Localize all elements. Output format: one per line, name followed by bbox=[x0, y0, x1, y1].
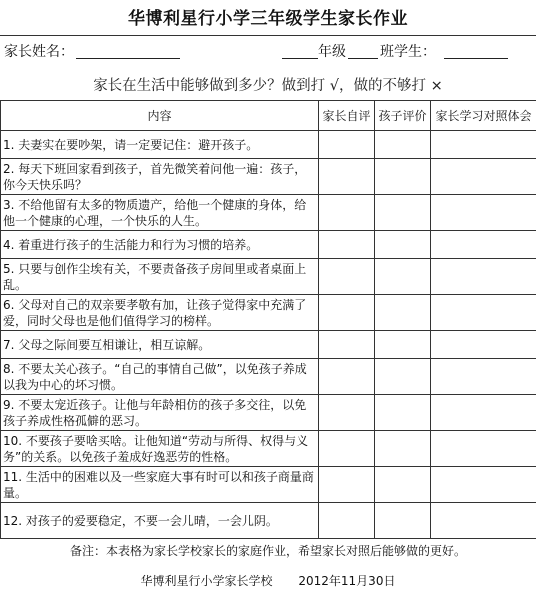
footer bbox=[0, 570, 536, 592]
row-text: 1. 夫妻实在要吵架，请一定要记住：避开孩子。 bbox=[1, 131, 319, 159]
parent-name-field[interactable] bbox=[76, 58, 180, 59]
child-eval-cell[interactable] bbox=[375, 295, 431, 331]
row-text: 3. 不给他留有太多的物质遗产，给他一个健康的身体，给他一个健康的心理，一个快乐的人生。 bbox=[1, 195, 319, 231]
title-divider bbox=[0, 35, 536, 36]
footer-date: 2012年11月30日 bbox=[298, 574, 396, 588]
self-eval-cell[interactable] bbox=[319, 195, 375, 231]
table-row bbox=[1, 159, 536, 195]
page-title: 华博利星行小学三年级学生家长作业 bbox=[128, 9, 408, 29]
self-eval-cell[interactable] bbox=[319, 503, 375, 539]
self-eval-cell[interactable] bbox=[319, 159, 375, 195]
row-text: 10. 不要孩子要啥买啥。让他知道“劳动与所得、权得与义务”的关系。以免孩子羞成好逸恶劳的性格。 bbox=[1, 431, 319, 467]
instructions: 家长在生活中能够做到多少？做到打 √，做的不够打 × bbox=[93, 78, 443, 94]
footer-school: 华博利星行小学家长学校 bbox=[140, 574, 273, 588]
child-eval-cell[interactable] bbox=[375, 503, 431, 539]
self-eval-cell[interactable] bbox=[319, 295, 375, 331]
child-eval-cell[interactable] bbox=[375, 359, 431, 395]
table-row bbox=[1, 467, 536, 503]
homework-table bbox=[0, 100, 536, 539]
reflection-cell[interactable] bbox=[431, 467, 536, 503]
row-text: 8. 不要太关心孩子。“自己的事情自己做”，以免孩子养成以我为中心的坏习惯。 bbox=[1, 359, 319, 395]
child-eval-cell[interactable] bbox=[375, 159, 431, 195]
child-eval-cell[interactable] bbox=[375, 131, 431, 159]
self-eval-cell[interactable] bbox=[319, 467, 375, 503]
table-row bbox=[1, 431, 536, 467]
reflection-cell[interactable] bbox=[431, 159, 536, 195]
reflection-cell[interactable] bbox=[431, 259, 536, 295]
parent-info-row bbox=[0, 38, 536, 66]
grade-field[interactable] bbox=[282, 58, 318, 59]
row-text: 2. 每天下班回家看到孩子，首先微笑着问他一遍：孩子，你今天快乐吗？ bbox=[1, 159, 319, 195]
reflection-cell[interactable] bbox=[431, 295, 536, 331]
row-text: 12. 对孩子的爱要稳定，不要一会儿晴，一会儿阴。 bbox=[1, 503, 319, 539]
row-text: 6. 父母对自己的双亲要孝敬有加，让孩子觉得家中充满了爱，同时父母也是他们值得学习的榜样。 bbox=[1, 295, 319, 331]
reflection-cell[interactable] bbox=[431, 503, 536, 539]
child-eval-cell[interactable] bbox=[375, 467, 431, 503]
row-text: 4. 着重进行孩子的生活能力和行为习惯的培养。 bbox=[1, 231, 319, 259]
reflection-cell[interactable] bbox=[431, 195, 536, 231]
child-eval-cell[interactable] bbox=[375, 431, 431, 467]
table-header-row bbox=[1, 101, 536, 131]
row-text: 7. 父母之际间要互相谦让，相互谅解。 bbox=[1, 331, 319, 359]
reflection-cell[interactable] bbox=[431, 431, 536, 467]
self-eval-cell[interactable] bbox=[319, 395, 375, 431]
table-row bbox=[1, 295, 536, 331]
class-field[interactable] bbox=[348, 58, 378, 59]
row-text: 11. 生活中的困难以及一些家庭大事有时可以和孩子商量商量。 bbox=[1, 467, 319, 503]
student-name-field[interactable] bbox=[444, 58, 508, 59]
self-eval-cell[interactable] bbox=[319, 259, 375, 295]
table-row bbox=[1, 131, 536, 159]
table-row bbox=[1, 231, 536, 259]
row-text: 5. 只要与创作尘埃有关，不要责备孩子房间里或者桌面上乱。 bbox=[1, 259, 319, 295]
table-row bbox=[1, 503, 536, 539]
self-eval-cell[interactable] bbox=[319, 359, 375, 395]
child-eval-cell[interactable] bbox=[375, 395, 431, 431]
self-eval-cell[interactable] bbox=[319, 431, 375, 467]
header-parent-self-eval: 家长自评 bbox=[319, 101, 375, 131]
reflection-cell[interactable] bbox=[431, 395, 536, 431]
row-text: 9. 不要太宠近孩子。让他与年龄相仿的孩子多交往，以免孩子养成性格孤僻的恶习。 bbox=[1, 395, 319, 431]
note: 备注：本表格为家长学校家长的家庭作业，希望家长对照后能够做的更好。 bbox=[69, 544, 466, 558]
table-row bbox=[1, 359, 536, 395]
child-eval-cell[interactable] bbox=[375, 231, 431, 259]
reflection-cell[interactable] bbox=[431, 231, 536, 259]
reflection-cell[interactable] bbox=[431, 331, 536, 359]
parent-name-label: 家长姓名： bbox=[4, 44, 74, 60]
self-eval-cell[interactable] bbox=[319, 131, 375, 159]
table-row bbox=[1, 331, 536, 359]
reflection-cell[interactable] bbox=[431, 359, 536, 395]
grade-label: 年级 bbox=[318, 44, 346, 60]
child-eval-cell[interactable] bbox=[375, 195, 431, 231]
header-parent-reflection: 家长学习对照体会 bbox=[431, 101, 536, 131]
table-row bbox=[1, 395, 536, 431]
table-row bbox=[1, 195, 536, 231]
reflection-cell[interactable] bbox=[431, 131, 536, 159]
header-child-eval: 孩子评价 bbox=[375, 101, 431, 131]
header-content: 内容 bbox=[1, 101, 319, 131]
class-label: 班学生： bbox=[380, 44, 436, 60]
self-eval-cell[interactable] bbox=[319, 231, 375, 259]
child-eval-cell[interactable] bbox=[375, 331, 431, 359]
self-eval-cell[interactable] bbox=[319, 331, 375, 359]
child-eval-cell[interactable] bbox=[375, 259, 431, 295]
table-row bbox=[1, 259, 536, 295]
